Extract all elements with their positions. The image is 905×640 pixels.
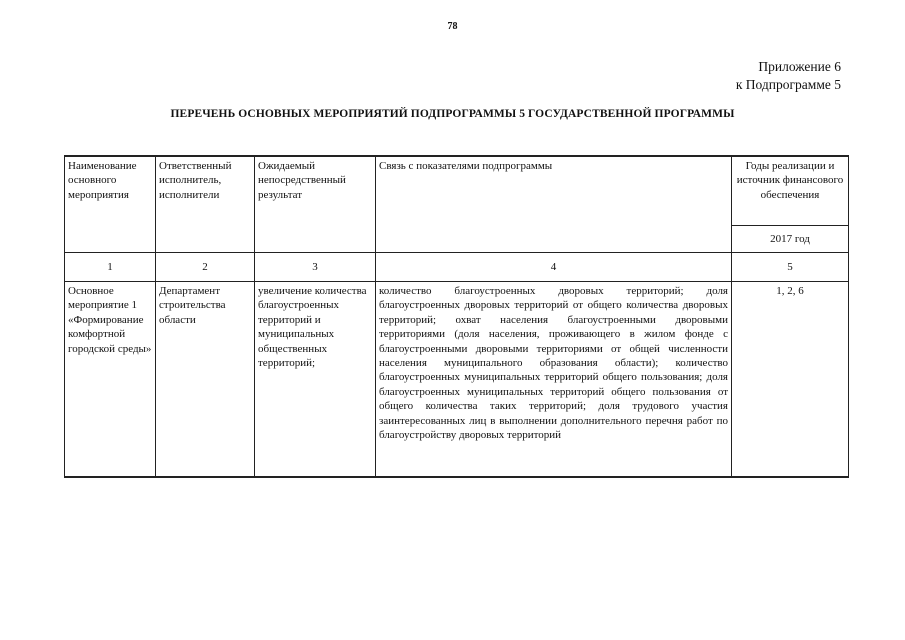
cell-measure: Основное мероприятие 1 «Формирование комфортной городской среды» [65, 282, 156, 478]
appendix-line-2: к Подпрограмме 5 [735, 77, 841, 92]
column-number: 4 [376, 253, 732, 282]
column-number: 2 [156, 253, 255, 282]
column-number-row [65, 253, 849, 282]
cell-result: увеличение количества благоустроенных территорий и муниципальных общественных территорий; [255, 282, 376, 478]
header-years: Годы реализации и источник финансового обеспечения [732, 156, 849, 226]
header-measure: Наименование основного мероприятия [65, 156, 156, 253]
header-executor: Ответственный исполнитель, исполнители [156, 156, 255, 253]
table-row [65, 282, 849, 478]
header-result: Ожидаемый непосредственный результат [255, 156, 376, 253]
header-indicators: Связь с показателями подпрограммы [376, 156, 732, 253]
appendix-line-1: Приложение 6 [758, 59, 841, 74]
column-number: 3 [255, 253, 376, 282]
column-number: 1 [65, 253, 156, 282]
header-year-2017: 2017 год [732, 226, 849, 253]
cell-executor: Департамент строительства области [156, 282, 255, 478]
table-header-row [65, 156, 849, 226]
column-number: 5 [732, 253, 849, 282]
cell-indicators: количество благоустроенных дворовых территорий; доля благоустроенных дворовых территорий от общего количества дворовых территорий; охват населения благоустроенными дворовыми территориями (доля населения, проживающего в жилом фонде с благоустроенными дворовыми территориями от общей численности населения муниципального образования области); количество благоустроенных муниципальных территорий общего пользования; доля благоустроенных муниципальных территорий общего пользования от общего количества таких территорий; доля трудового участия заинтересованных лиц в выполнении дополнительного перечня работ по благоустройству дворовых территорий [376, 282, 732, 478]
page-number: 78 [447, 21, 458, 32]
appendix-note [736, 58, 841, 94]
cell-years: 1, 2, 6 [732, 282, 849, 478]
measures-table [64, 155, 849, 478]
document-title: ПЕРЕЧЕНЬ ОСНОВНЫХ МЕРОПРИЯТИЙ ПОДПРОГРАММЫ 5 ГОСУДАРСТВЕННОЙ ПРОГРАММЫ [170, 108, 735, 120]
